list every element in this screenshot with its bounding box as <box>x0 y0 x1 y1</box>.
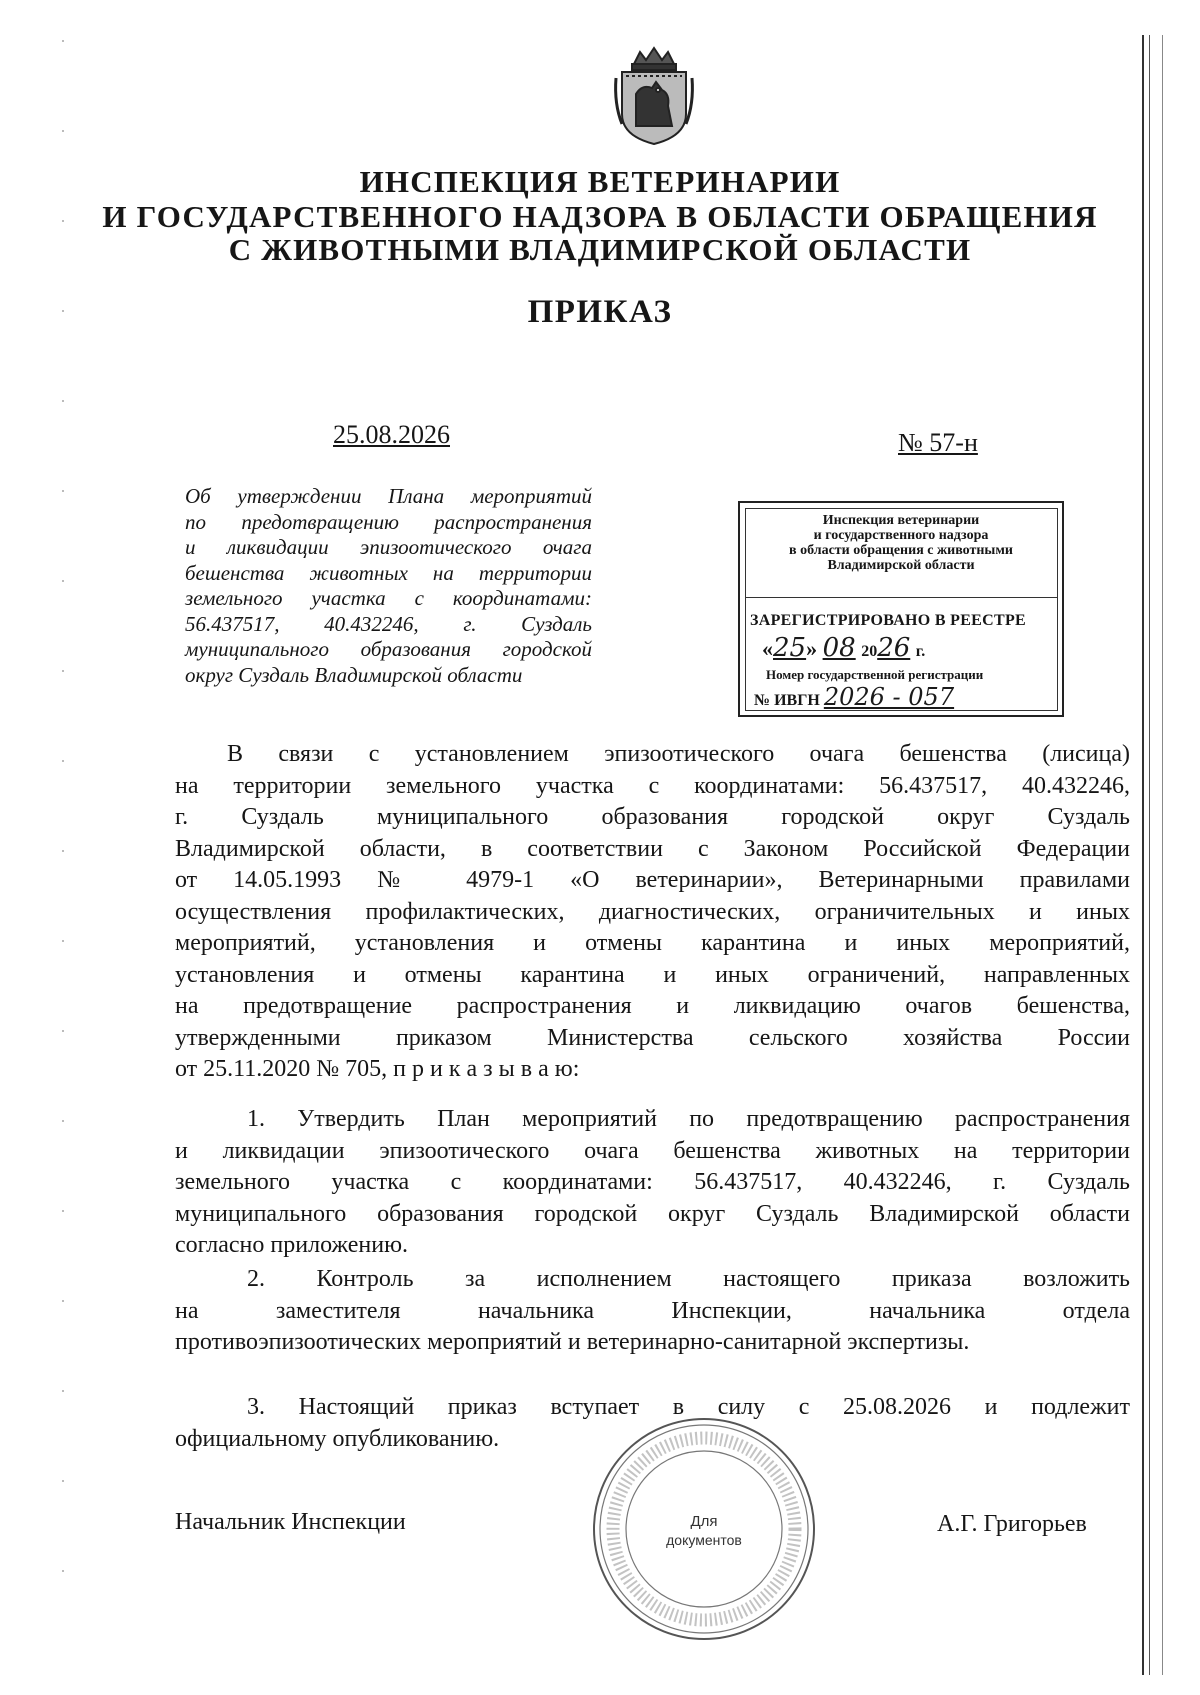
stamp-heading <box>740 513 1062 573</box>
text-line: 1. Утвердить План мероприятий по предотвращению распространения <box>247 1106 1130 1132</box>
stamp-heading-line: Владимирской области <box>827 558 975 573</box>
org-name-line1: ИНСПЕКЦИЯ ВЕТЕРИНАРИИ <box>359 164 841 199</box>
signer-position: Начальник Инспекции <box>175 1509 406 1535</box>
stamp-regnum-label: Номер государственной регистрации <box>766 667 984 682</box>
subject-line: по предотвращению распространения <box>185 509 592 534</box>
text-line: осуществления профилактических, диагностических, ограничительных и иных <box>175 898 1130 925</box>
org-name-line2: И ГОСУДАРСТВЕННОГО НАДЗОРА В ОБЛАСТИ ОБРАЩЕНИЯ <box>102 199 1098 234</box>
order-date: 25.08.2026 <box>333 420 450 449</box>
order-number: № 57-н <box>898 428 978 457</box>
text-line: противоэпизоотических мероприятий и ветеринарно-санитарной экспертизы. <box>175 1329 970 1355</box>
seal-center-line2: документов <box>666 1532 742 1548</box>
text-line: земельного участка с координатами: 56.437517, 40.432246, г. Суздаль <box>175 1169 1130 1195</box>
text-line: от 14.05.1993 № 4979-1 «О ветеринарии», Ветеринарными правилами <box>175 867 1130 893</box>
paragraph-preamble <box>175 739 1130 1086</box>
subject-line: округ Суздаль Владимирской области <box>185 662 523 687</box>
document-title: ПРИКАЗ <box>527 294 673 330</box>
stamp-reg-year-prefix: 20 <box>861 643 878 660</box>
text-line: мероприятий, установления и отмены карантина и иных мероприятий, <box>175 930 1130 956</box>
signer-name: А.Г. Григорьев <box>937 1511 1087 1537</box>
text-line: официальному опубликованию. <box>175 1425 500 1452</box>
stamp-regnum-prefix: № ИВГН <box>754 692 820 709</box>
text-line: Владимирской области, в соответствии с Законом Российской Федерации <box>175 835 1130 862</box>
stamp-reg-day: 25 <box>773 633 807 663</box>
text-line: муниципального образования городской округ Суздаль Владимирской области <box>175 1200 1130 1227</box>
round-seal <box>590 1415 818 1643</box>
order-subject <box>185 484 592 688</box>
text-line: утвержденными приказом Министерства сельского хозяйства России <box>175 1024 1130 1051</box>
text-line: на предотвращение распространения и ликвидацию очагов бешенства, <box>175 993 1130 1019</box>
stamp-registration-date: «25» 08 2026 г. <box>762 633 926 663</box>
stamp-reg-year: 26 <box>877 633 911 663</box>
text-line: на территории земельного участка с координатами: 56.437517, 40.432246, <box>175 772 1130 799</box>
org-name-line3: С ЖИВОТНЫМИ ВЛАДИМИРСКОЙ ОБЛАСТИ <box>228 232 972 267</box>
stamp-regnum <box>754 683 954 711</box>
text-line: г. Суздаль муниципального образования городской округ Суздаль <box>175 804 1130 830</box>
scan-edge-left <box>62 40 64 1640</box>
text-line: и ликвидации эпизоотического очага бешенства животных на территории <box>175 1137 1130 1164</box>
subject-line: бешенства животных на территории <box>185 560 592 585</box>
scan-edge-right-2 <box>1149 35 1150 1675</box>
text-line: на заместителя начальника Инспекции, начальника отдела <box>175 1297 1130 1324</box>
scan-edge-right-3 <box>1162 35 1163 1675</box>
paragraph-item-1 <box>175 1104 1130 1262</box>
seal-center-line1: Для <box>690 1513 718 1530</box>
subject-line: земельного участка с координатами: <box>185 586 592 610</box>
registration-stamp <box>738 501 1064 717</box>
stamp-divider <box>746 597 1057 598</box>
subject-line: и ликвидации эпизоотического очага <box>185 535 592 559</box>
stamp-heading-line: и государственного надзора <box>813 528 989 543</box>
text-line: 2. Контроль за исполнением настоящего приказа возложить <box>247 1266 1130 1292</box>
text-line: согласно приложению. <box>175 1232 409 1258</box>
subject-line: Об утверждении Плана мероприятий <box>185 484 592 508</box>
stamp-regnum-value: 2026 - 057 <box>823 683 955 711</box>
stamp-heading-line: Инспекция ветеринарии <box>822 513 980 528</box>
stamp-reg-month: 08 <box>822 633 856 663</box>
subject-line: муниципального образования городской <box>185 637 592 661</box>
text-line: от 25.11.2020 № 705, п р и к а з ы в а ю: <box>175 1056 580 1082</box>
text-line: 3. Настоящий приказ вступает в силу с 25.08.2026 и подлежит <box>247 1394 1130 1420</box>
coat-of-arms-icon <box>612 44 696 148</box>
stamp-registered-label: ЗАРЕГИСТРИРОВАНО В РЕЕСТРЕ <box>750 612 1027 629</box>
scan-edge-right <box>1142 35 1144 1675</box>
text-line: установления и отмены карантина и иных ограничений, направленных <box>175 961 1130 988</box>
paragraph-item-2 <box>175 1264 1130 1359</box>
stamp-heading-line: в области обращения с животными <box>789 543 1013 558</box>
text-line: В связи с установлением эпизоотического очага бешенства (лисица) <box>227 741 1130 767</box>
stamp-reg-year-end: г. <box>915 643 926 660</box>
subject-line: 56.437517, 40.432246, г. Суздаль <box>185 611 592 636</box>
